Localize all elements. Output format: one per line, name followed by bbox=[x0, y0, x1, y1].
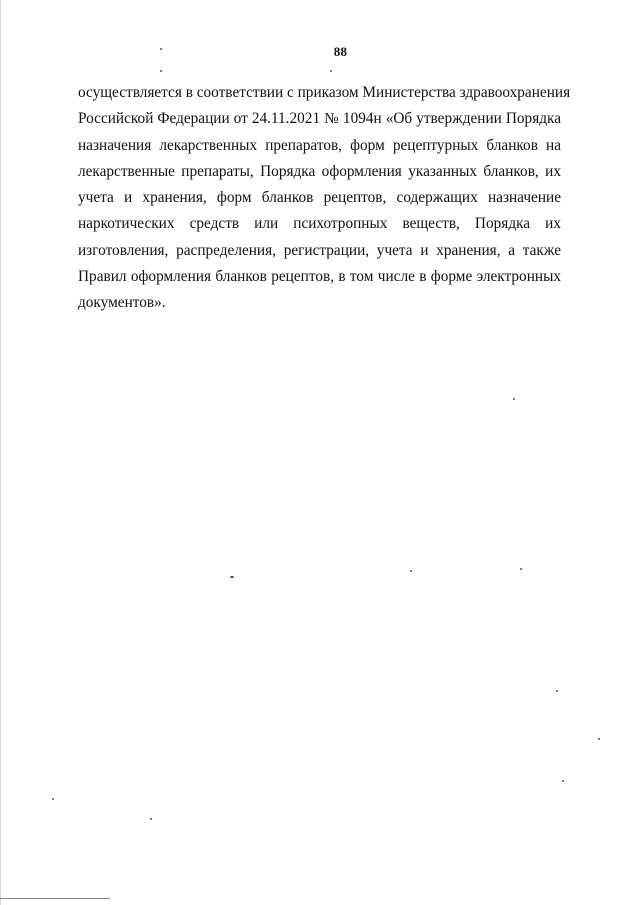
scan-speck bbox=[330, 70, 332, 72]
text-line: лекарственные препараты, Порядка оформления указанных бланков, их bbox=[78, 162, 561, 180]
scan-speck bbox=[150, 818, 152, 820]
text-line: документов». bbox=[78, 294, 166, 312]
text-line: назначения лекарственных препаратов, форм рецептурных бланков на bbox=[78, 136, 561, 154]
scan-speck bbox=[410, 570, 412, 572]
text-line: осуществляется в соответствии с приказом Министерства здравоохранения bbox=[78, 84, 571, 101]
scan-speck bbox=[520, 568, 522, 570]
text-line: Правил оформления бланков рецептов, в том числе в форме электронных bbox=[78, 268, 561, 286]
scan-speck bbox=[160, 70, 162, 72]
text-line: изготовления, распределения, регистрации, учета и хранения, а также bbox=[78, 241, 561, 259]
text-line: наркотических средств или психотропных веществ, Порядка их bbox=[78, 215, 561, 233]
scan-speck bbox=[160, 48, 162, 50]
scan-speck bbox=[562, 780, 564, 782]
body-paragraph bbox=[78, 80, 571, 317]
scan-speck bbox=[230, 576, 234, 578]
scan-speck bbox=[52, 798, 54, 800]
scan-speck bbox=[598, 738, 600, 740]
scan-edge-line bbox=[0, 0, 1, 905]
page-number: 88 bbox=[333, 44, 348, 59]
text-line: Российской Федерации от 24.11.2021 № 1094н «Об утверждении Порядка bbox=[78, 110, 561, 128]
scan-speck bbox=[513, 398, 515, 400]
text-line: учета и хранения, форм бланков рецептов, содержащих назначение bbox=[78, 189, 561, 207]
scan-edge-line bbox=[0, 898, 110, 899]
scan-speck bbox=[556, 690, 558, 692]
